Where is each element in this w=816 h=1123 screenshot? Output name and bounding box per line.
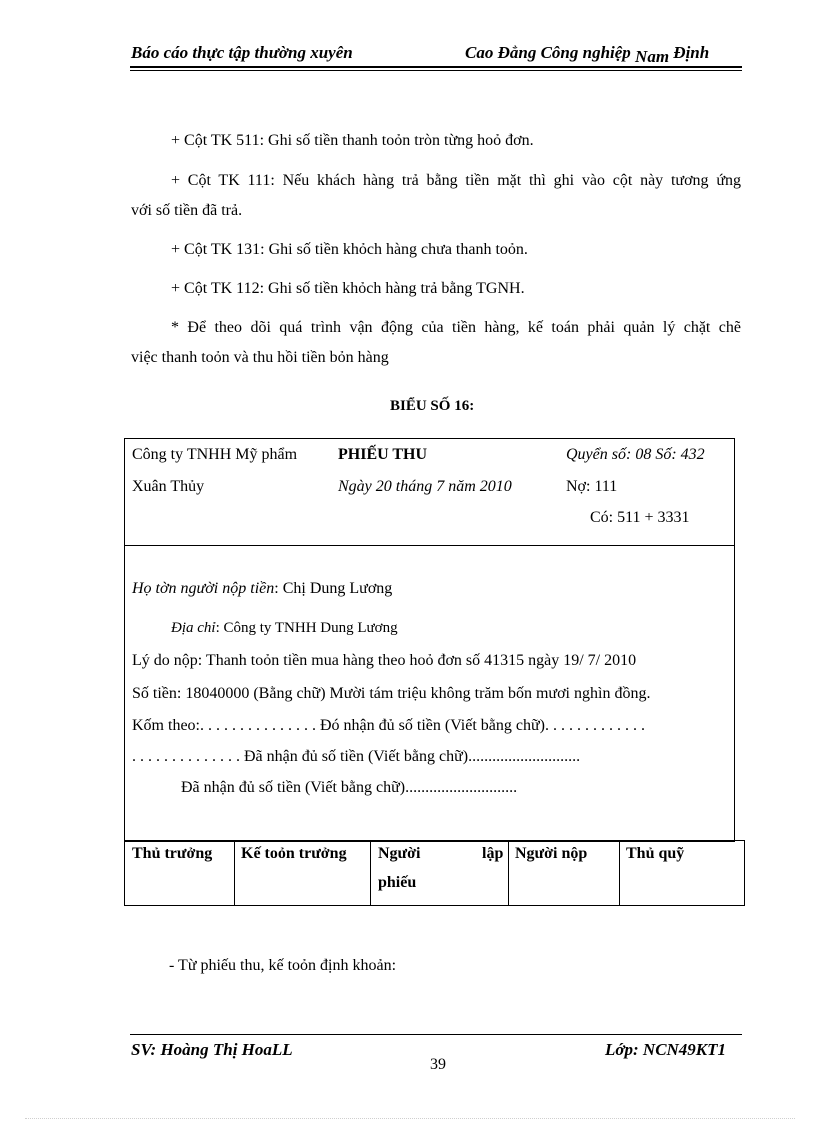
receipt-book-number: Quyển số: 08 Số: 432 (566, 446, 705, 463)
header-rule-thin (130, 70, 742, 71)
sig-divider-2 (370, 840, 371, 905)
figure-caption: BIỂU SỐ 16: (390, 398, 475, 414)
receipt-date: Ngày 20 tháng 7 năm 2010 (338, 478, 512, 495)
paragraph-note-cont: việc thanh toỏn và thu hồi tiền bỏn hàng (131, 349, 389, 366)
receipt-company-cont: Xuân Thủy (132, 478, 205, 495)
receipt-title: PHIẾU THU (338, 446, 428, 463)
receipt-reason: Lý do nộp: Thanh toỏn tiền mua hàng theo hoỏ đơn số 41315 ngày 19/ 7/ 2010 (132, 652, 637, 669)
footer-student: SV: Hoàng Thị HoaLL (131, 1040, 293, 1059)
receipt-received-line: . . . . . . . . . . . . . . Đã nhận đủ số tiền (Viết bằng chữ)............................ (132, 748, 581, 765)
footer-class: Lớp: NCN49KT1 (605, 1040, 727, 1059)
page-bottom-edge (25, 1118, 795, 1119)
address-value: : Công ty TNHH Dung Lương (215, 620, 398, 636)
sig-preparer-3: phiếu (378, 874, 417, 891)
journal-entry-intro: - Từ phiếu thu, kế toỏn định khoản: (169, 957, 397, 974)
sig-director: Thủ trưởng (132, 845, 213, 862)
payer-label: Họ tờn người nộp tiền (132, 580, 275, 597)
receipt-amount: Số tiền: 18040000 (Bằng chữ) Mười tám triệu không trăm bốn mươi nghìn đồng. (132, 685, 651, 702)
footer-rule (130, 1034, 742, 1035)
receipt-address (171, 620, 398, 637)
address-label: Địa chỉ (171, 620, 216, 636)
page-number: 39 (430, 1056, 446, 1073)
paragraph-tk112: + Cột TK 112: Ghi số tiền khỏch hàng trả bằng TGNH. (171, 280, 525, 297)
header-left-title: Báo cáo thực tập thường xuyên (131, 43, 353, 62)
header-right-end: Định (673, 43, 710, 62)
paragraph-tk111: + Cột TK 111: Nếu khách hàng trả bằng tiền mặt thì ghi vào cột này tương ứng (171, 172, 741, 189)
payer-name: : Chị Dung Lương (274, 580, 393, 597)
receipt-payer (132, 580, 392, 598)
sig-treasurer: Thủ quỹ (626, 845, 685, 862)
paragraph-tk511: + Cột TK 511: Ghi số tiền thanh toỏn tròn từng hoỏ đơn. (171, 132, 534, 149)
paragraph-note: * Để theo dõi quá trình vận động của tiền hàng, kế toán phải quản lý chặt chẽ (171, 319, 741, 336)
receipt-debit: Nợ: 111 (566, 478, 618, 495)
header-right-sub: Nam (635, 47, 670, 66)
sig-divider-4 (619, 840, 620, 905)
sig-divider-1 (234, 840, 235, 905)
sig-divider-3 (508, 840, 509, 905)
sig-chief-accountant: Kế toỏn trưởng (241, 845, 347, 862)
receipt-received-line-2: Đã nhận đủ số tiền (Viết bằng chữ)............................ (181, 779, 518, 796)
header-rule (130, 66, 742, 68)
header-right-title (465, 43, 710, 66)
receipt-credit: Có: 511 + 3331 (590, 509, 690, 526)
sig-preparer: Người (378, 845, 421, 862)
sig-preparer-2: lập (482, 845, 504, 862)
receipt-attachment: Kốm theo:. . . . . . . . . . . . . . . Đó nhận đủ số tiền (Viết bằng chữ). . . . . . . . . . . . . (132, 717, 645, 734)
receipt-company: Công ty TNHH Mỹ phẩm (132, 446, 298, 463)
paragraph-tk111-cont: với số tiền đã trả. (131, 202, 243, 219)
sig-payer: Người nộp (515, 845, 588, 862)
header-right-main: Cao Đẳng Công nghiệp (465, 43, 631, 62)
paragraph-tk131: + Cột TK 131: Ghi số tiền khỏch hàng chưa thanh toỏn. (171, 241, 528, 258)
